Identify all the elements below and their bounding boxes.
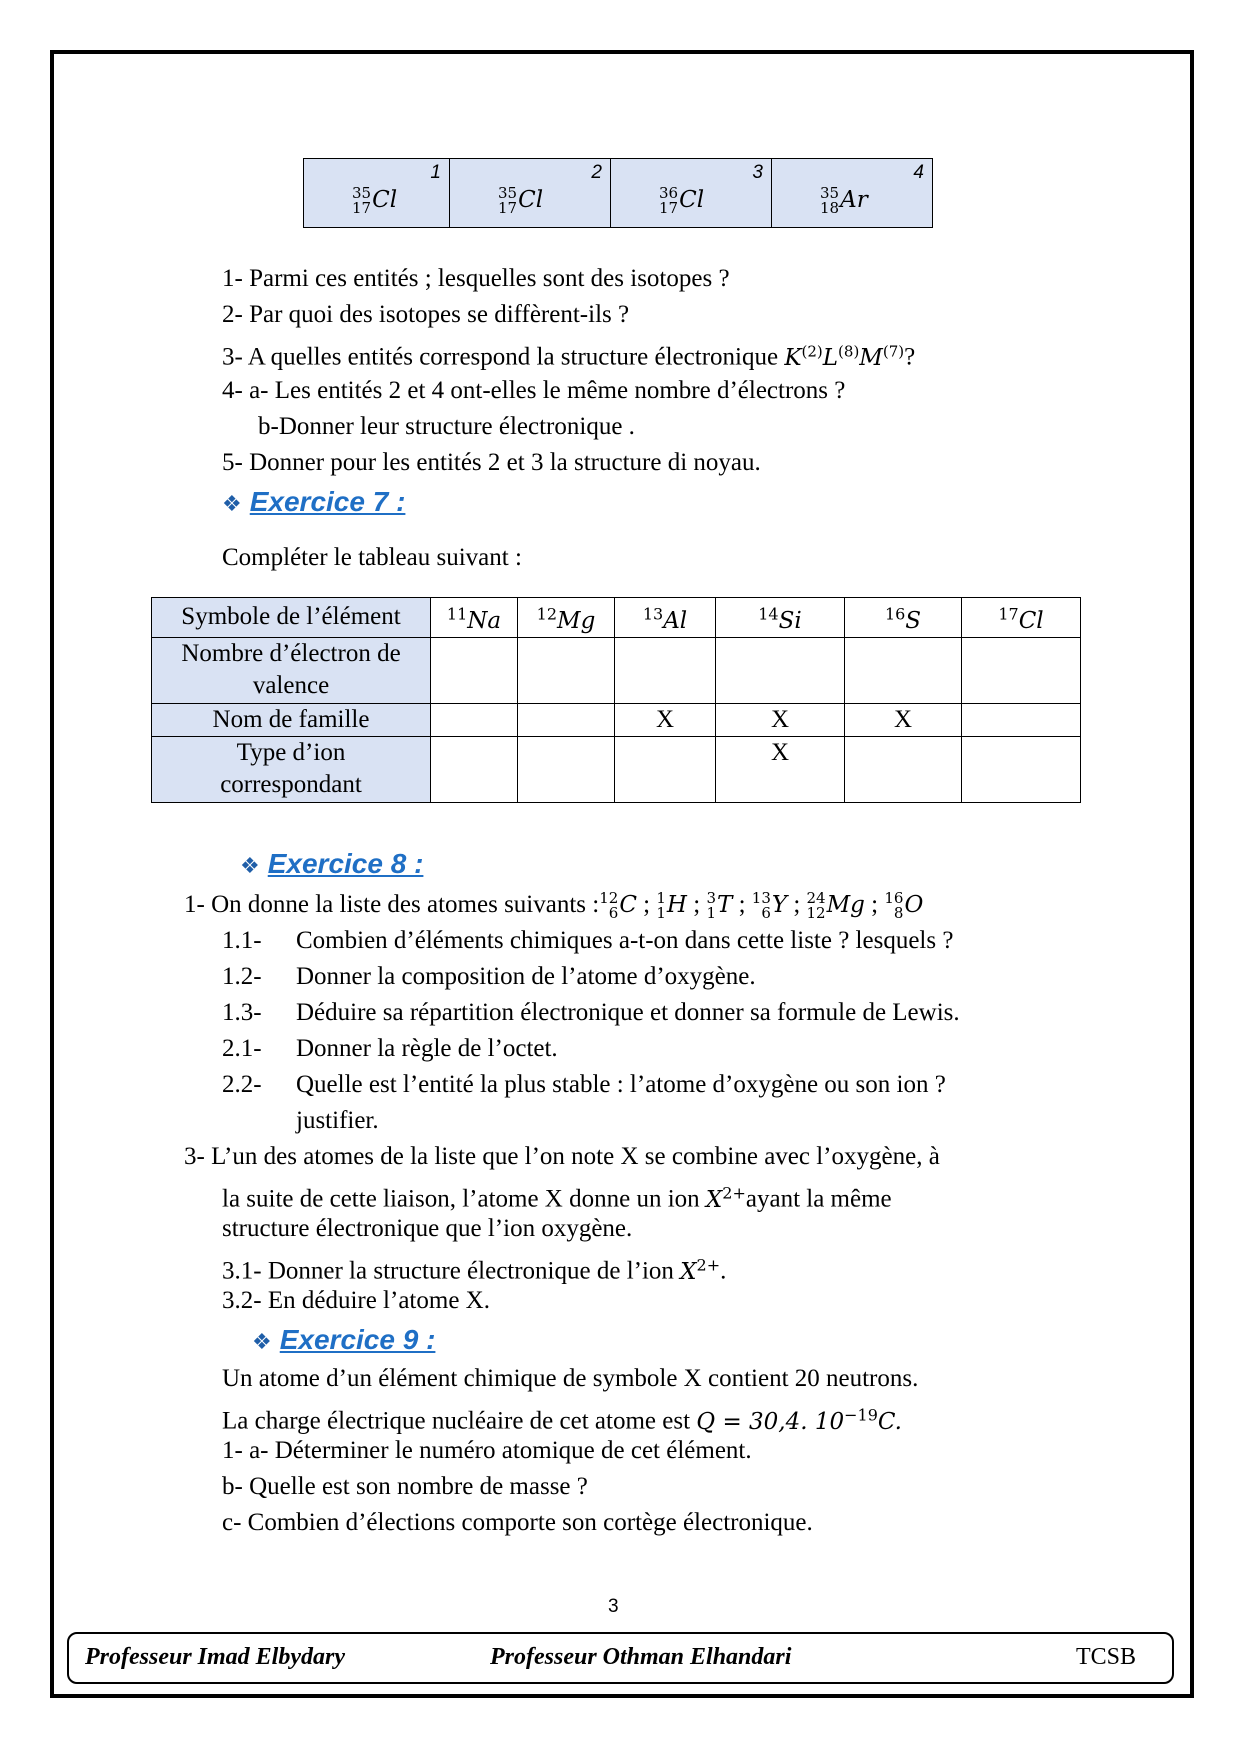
- table-cell: [615, 637, 716, 703]
- header-label: Symbole de l’élément: [152, 598, 431, 638]
- row-label-valence: Nombre d’électron de valence: [152, 637, 431, 703]
- isotope-symbol: 35 18 Ar: [820, 184, 868, 217]
- cell-number: 2: [591, 162, 602, 183]
- atom-symbol: 16 8 O: [884, 889, 924, 922]
- isotope-cell: [772, 159, 933, 228]
- table-cell: X: [615, 703, 716, 736]
- isotope-cell: [450, 159, 611, 228]
- ex8-question-2-1: Donner la règle de l’octet.: [296, 1035, 558, 1062]
- table-cell: [716, 637, 845, 703]
- ex8-question-3-line2: la suite de cette liaison, l’atome X donne un ion $X^{2+}ayant$ la même: [222, 1183, 892, 1213]
- cell-number: 3: [752, 162, 763, 183]
- row-label-family: Nom de famille: [152, 703, 431, 736]
- table-cell: [518, 637, 615, 703]
- element-table: [151, 597, 1081, 803]
- ex8-question-3-line3: structure électronique que l’ion oxygène.: [222, 1215, 633, 1242]
- table-cell: [431, 703, 518, 736]
- table-cell: [845, 736, 962, 802]
- table-cell: X: [716, 736, 845, 802]
- ex6-question-3: 3- A quelles entités correspond la structure électronique $K^{(2)}L^{(8)}M^{(7)}$?: [222, 342, 916, 371]
- ex9-question-a: 1- a- Déterminer le numéro atomique de cet élément.: [222, 1437, 752, 1464]
- atom-symbol: 12 6 C: [599, 889, 637, 922]
- table-cell: X: [845, 703, 962, 736]
- table-cell: [962, 703, 1081, 736]
- footer-left: Professeur Imad Elbydary: [85, 1644, 345, 1670]
- footer-center: Professeur Othman Elhandari: [490, 1644, 792, 1670]
- atom-symbol: 24 12 Mg: [806, 889, 865, 922]
- ex6-question-4a: 4- a- Les entités 2 et 4 ont-elles le même nombre d’électrons ?: [222, 377, 846, 404]
- ex8-question-2-2-cont: justifier.: [296, 1107, 379, 1134]
- ex6-question-2: 2- Par quoi des isotopes se diffèrent-ils ?: [222, 301, 630, 328]
- table-cell: X: [716, 703, 845, 736]
- cell-number: 1: [430, 162, 441, 183]
- element-header: $^{14}$Si: [716, 598, 845, 638]
- element-header: $^{17}$Cl: [962, 598, 1081, 638]
- ex6-question-1: 1- Parmi ces entités ; lesquelles sont des isotopes ?: [222, 265, 730, 292]
- isotope-cell: [304, 159, 450, 228]
- ex8-question-1-2: Donner la composition de l’atome d’oxygène.: [296, 963, 756, 990]
- atom-symbol: 1 1 H: [656, 889, 687, 922]
- table-cell: [431, 736, 518, 802]
- ex8-question-3-1: 3.1- Donner la structure électronique de l’ion $X^{2+}$.: [222, 1255, 727, 1285]
- table-cell: [962, 736, 1081, 802]
- diamond-bullet-icon: ❖: [240, 853, 260, 878]
- atom-symbol: 13 6 Y: [751, 889, 788, 922]
- table-cell: [431, 637, 518, 703]
- diamond-bullet-icon: ❖: [252, 1329, 272, 1354]
- ex9-question-b: b- Quelle est son nombre de masse ?: [222, 1473, 588, 1500]
- element-header: $^{12}$Mg: [518, 598, 615, 638]
- ex8-question-3-2: 3.2- En déduire l’atome X.: [222, 1287, 490, 1314]
- table-cell: [845, 637, 962, 703]
- ex8-num-1-3: 1.3-: [222, 999, 262, 1026]
- row-label-ion: Type d’ion correspondant: [152, 736, 431, 802]
- diamond-bullet-icon: ❖: [222, 491, 242, 516]
- element-header: $^{13}$Al: [615, 598, 716, 638]
- ex8-question-1: 1- On donne la liste des atomes suivants : 12 6 C ; 1 1 H ; 3 1 T ; 13 6 Y ; 24 12 Mg ; 16 8 O: [184, 889, 924, 922]
- ex8-question-2-2: Quelle est l’entité la plus stable : l’atome d’oxygène ou son ion ?: [296, 1071, 946, 1098]
- page-number: 3: [608, 1596, 619, 1617]
- element-header: $^{11}$Na: [431, 598, 518, 638]
- ex8-question-1-3: Déduire sa répartition électronique et donner sa formule de Lewis.: [296, 999, 960, 1026]
- ex8-num-2-1: 2.1-: [222, 1035, 262, 1062]
- table-cell: [518, 703, 615, 736]
- cell-number: 4: [913, 162, 924, 183]
- ex8-num-1-1: 1.1-: [222, 927, 262, 954]
- ex9-line-2: La charge électrique nucléaire de cet atome est Q = 30,4. $10^{-19}C$.: [222, 1405, 902, 1435]
- ex6-question-4b: b-Donner leur structure électronique .: [258, 413, 635, 440]
- ex8-question-1-1: Combien d’éléments chimiques a-t-on dans cette liste ? lesquels ?: [296, 927, 954, 954]
- table-cell: [962, 637, 1081, 703]
- table-cell: [615, 736, 716, 802]
- isotope-cell: [611, 159, 772, 228]
- exercise-9-title: ❖ Exercice 9 :: [252, 1322, 435, 1360]
- atom-symbol: 3 1 T: [706, 889, 733, 922]
- isotope-table: [303, 158, 933, 228]
- table-cell: [518, 736, 615, 802]
- isotope-symbol: 35 17 Cl: [352, 184, 398, 217]
- ex8-num-2-2: 2.2-: [222, 1071, 262, 1098]
- ex6-question-5: 5- Donner pour les entités 2 et 3 la structure di noyau.: [222, 449, 761, 476]
- ex9-line-1: Un atome d’un élément chimique de symbole X contient 20 neutrons.: [222, 1365, 919, 1392]
- exercise-8-title: ❖ Exercice 8 :: [240, 846, 423, 884]
- ex8-num-1-2: 1.2-: [222, 963, 262, 990]
- isotope-symbol: 35 17 Cl: [498, 184, 544, 217]
- ex9-question-c: c- Combien d’élections comporte son cortège électronique.: [222, 1509, 813, 1536]
- isotope-symbol: 36 17 Cl: [659, 184, 705, 217]
- element-header: $^{16}$S: [845, 598, 962, 638]
- footer-right: TCSB: [1076, 1644, 1137, 1670]
- ex7-intro: Compléter le tableau suivant :: [222, 544, 522, 571]
- exercise-7-title: ❖ Exercice 7 :: [222, 484, 405, 522]
- ex8-question-3-line1: 3- L’un des atomes de la liste que l’on note X se combine avec l’oxygène, à: [184, 1143, 940, 1170]
